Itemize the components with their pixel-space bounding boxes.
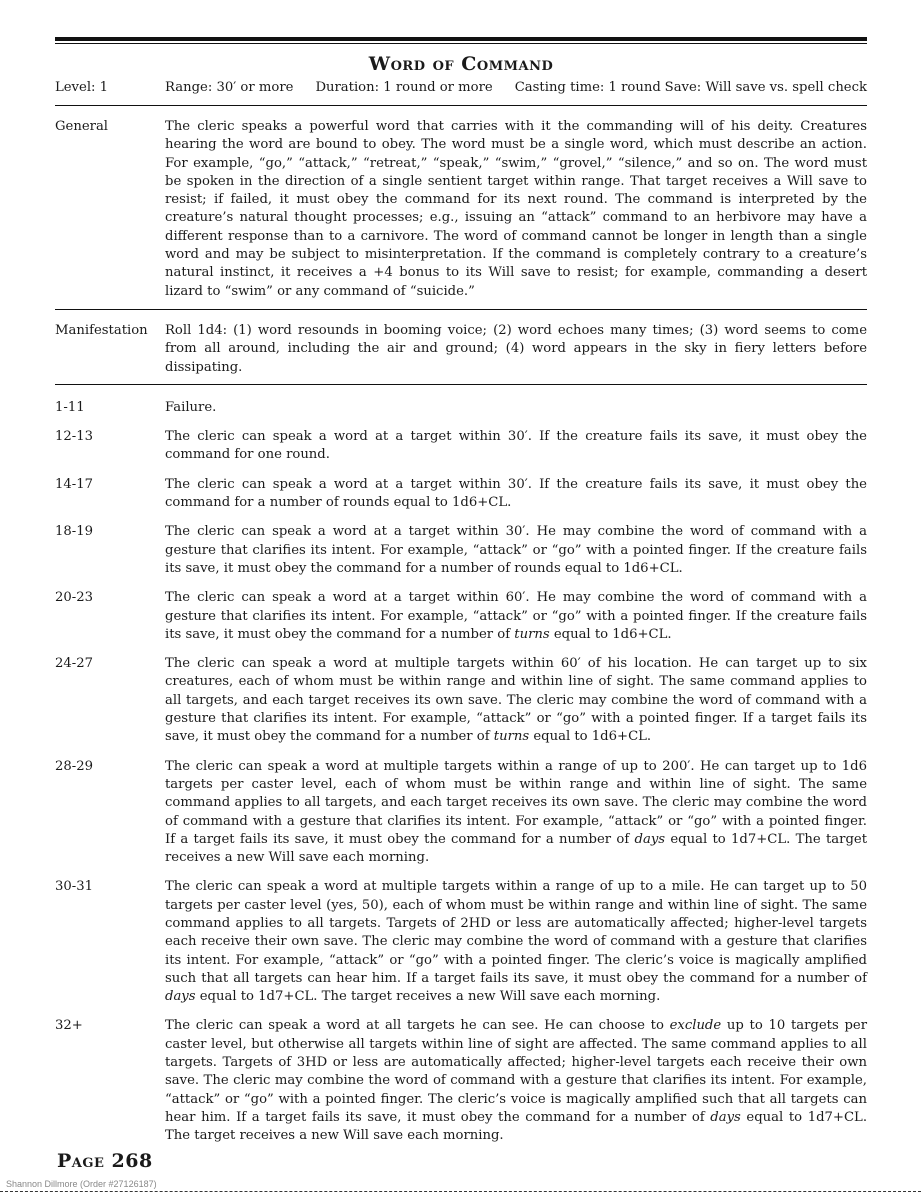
result-emphasis: days xyxy=(710,1109,741,1125)
general-text: The cleric speaks a powerful word that carries with it the commanding will of his deity. Creatures hearing the word are bound to obey. The word must be a single word, which must describe an action. For example, “go,” “attack,” “retreat,” “speak,” “swim,” “grovel,” “silence,” and so on. The word must be spoken in the direction of a single sentient target within range. That target receives a Will save to resist; if failed, it must obey the command for its next round. The command is interpreted by the creature’s natural thought processes; e.g., issuing an “attack” command to an herbivore may have a different response than to a carnivore. The word of command cannot be longer in length than a single word and may be subject to misinterpretation. If the command is completely contrary to a creature’s natural instinct, it receives a +4 bonus to its Will save to resist; for example, commanding a desert lizard to “swim” or any command of “suicide.” xyxy=(165,119,867,299)
spell-range: Range: 30′ or more xyxy=(165,80,294,95)
result-text-part: equal to 1d7+CL. The target receives a new Will save each morning. xyxy=(165,831,868,866)
manifestation-label: Manifestation xyxy=(55,322,148,338)
result-text xyxy=(165,589,867,644)
result-row xyxy=(55,655,867,746)
result-text-part: up to 10 targets per caster level, but otherwise all targets within line of sight are affected. The same command applies to all targets. Targets of 3HD or less are automatically affected; higher-level targets each receive their own save. The cleric may combine the word of command with a gesture that clarifies its intent. For example, “attack” or “go” with a pointed finger. The cleric’s voice is magically amplified such that all targets can hear him. If a target fails its save, it must obey the command for a number of xyxy=(165,1018,867,1125)
result-text xyxy=(165,655,867,746)
result-row xyxy=(55,428,867,465)
result-range: 28-29 xyxy=(55,758,94,774)
general-section xyxy=(55,118,867,301)
result-row xyxy=(55,399,867,417)
order-watermark: Shannon Dillmore (Order #27126187) xyxy=(6,1179,157,1189)
result-text: The cleric can speak a word at a target within 30′. He may combine the word of command with a gesture that clarifies its intent. For example, “attack” or “go” with a pointed finger. If the creature fails its save, it must obey the command for a number of rounds equal to 1d6+CL. xyxy=(165,524,867,576)
manifestation-section xyxy=(55,322,867,377)
section-rule xyxy=(55,309,867,310)
result-range: 20-23 xyxy=(55,590,94,606)
result-row xyxy=(55,476,867,513)
result-text-part: The cleric can speak a word at a target within 60′. He may combine the word of command with a gesture that clarifies its intent. For example, “attack” or “go” with a pointed finger. If the creature fails its save, it must obey the command for a number of xyxy=(165,590,867,642)
section-rule xyxy=(55,384,867,385)
top-rule-thick xyxy=(55,37,867,41)
result-text xyxy=(165,1017,867,1145)
result-text-part: equal to 1d7+CL. The target receives a new Will save each morning. xyxy=(165,1109,868,1144)
result-row xyxy=(55,589,867,644)
result-text: The cleric can speak a word at a target within 30′. If the creature fails its save, it must obey the command for one round. xyxy=(165,429,867,463)
result-row xyxy=(55,523,867,578)
result-emphasis: days xyxy=(165,989,196,1005)
result-text: The cleric can speak a word at a target within 30′. If the creature fails its save, it must obey the command for a number of rounds equal to 1d6+CL. xyxy=(165,476,867,511)
result-text-part: The cleric can speak a word at multiple targets within 60′ of his location. He can target up to six creatures, each of whom must be within range and within line of sight. The same command applies to all targets, and each target receives its own save. The cleric may combine the word of command with a gesture that clarifies its intent. For example, “attack” or “go” with a pointed finger. If a target fails its save, it must obey the command for a number of xyxy=(165,656,867,745)
general-label: General xyxy=(55,119,109,134)
result-range: 1-11 xyxy=(55,399,85,415)
spell-casting-time: Casting time: 1 round xyxy=(514,80,661,95)
result-emphasis: days xyxy=(634,831,666,847)
result-text-part: equal to 1d7+CL. The target receives a new Will save each morning. xyxy=(195,989,661,1005)
manifestation-text: Roll 1d4: (1) word resounds in booming voice; (2) word echoes many times; (3) word seems to come from all around, including the air and ground; (4) word appears in the sky in fiery letters before dissipating. xyxy=(165,322,867,375)
spell-save: Save: Will save vs. spell check xyxy=(664,80,867,95)
result-emphasis: turns xyxy=(493,729,530,745)
result-emphasis: turns xyxy=(514,626,550,642)
result-row xyxy=(55,1017,867,1145)
result-text xyxy=(165,758,867,868)
result-range: 18-19 xyxy=(55,524,94,540)
result-range: 32+ xyxy=(55,1018,83,1034)
result-row xyxy=(55,758,867,868)
result-range: 12-13 xyxy=(55,429,94,445)
result-range: 14-17 xyxy=(55,476,94,492)
page-number: Page 268 xyxy=(57,1150,153,1172)
spell-stats xyxy=(55,80,867,95)
spell-page xyxy=(55,37,867,1146)
result-text-part: equal to 1d6+CL. xyxy=(549,626,672,642)
result-row xyxy=(55,878,867,1006)
spell-level: Level: 1 xyxy=(55,80,109,95)
section-rule xyxy=(55,105,867,106)
result-text: Failure. xyxy=(165,399,217,415)
result-text-part: The cleric can speak a word at multiple targets within a range of up to a mile. He can target up to 50 targets per caster level (yes, 50), each of whom must be within range and within line of sight. The same command applies to all targets. Targets of 2HD or less are automatically affected; higher-level targets each receive their own save. The cleric may combine the word of command with a gesture that clarifies its intent. For example, “attack” or “go” with a pointed finger. The cleric’s voice is magically amplified such that all targets can hear him. If a target fails its save, it must obey the command for a number of xyxy=(165,879,867,986)
result-range: 24-27 xyxy=(55,656,94,672)
top-rule-thin xyxy=(55,43,867,44)
result-text-part: The cleric can speak a word at all targets he can see. He can choose to xyxy=(165,1018,670,1034)
spell-duration: Duration: 1 round or more xyxy=(315,80,493,95)
spell-title: Word of Command xyxy=(368,53,554,75)
result-text xyxy=(165,878,867,1006)
page-cut-line xyxy=(0,1191,921,1192)
result-range: 30-31 xyxy=(55,879,94,895)
result-emphasis: exclude xyxy=(669,1018,722,1034)
result-text-part: The cleric can speak a word at multiple targets within a range of up to 200′. He can target up to 1d6 targets per caster level, each of whom must be within range and within line of sight. The same command applies to all targets, and each target receives its own save. The cleric may combine the word of command with a gesture that clarifies its intent. For example, “attack” or “go” with a pointed finger. If a target fails its save, it must obey the command for a number of xyxy=(165,758,867,847)
result-text-part: equal to 1d6+CL. xyxy=(529,729,652,745)
